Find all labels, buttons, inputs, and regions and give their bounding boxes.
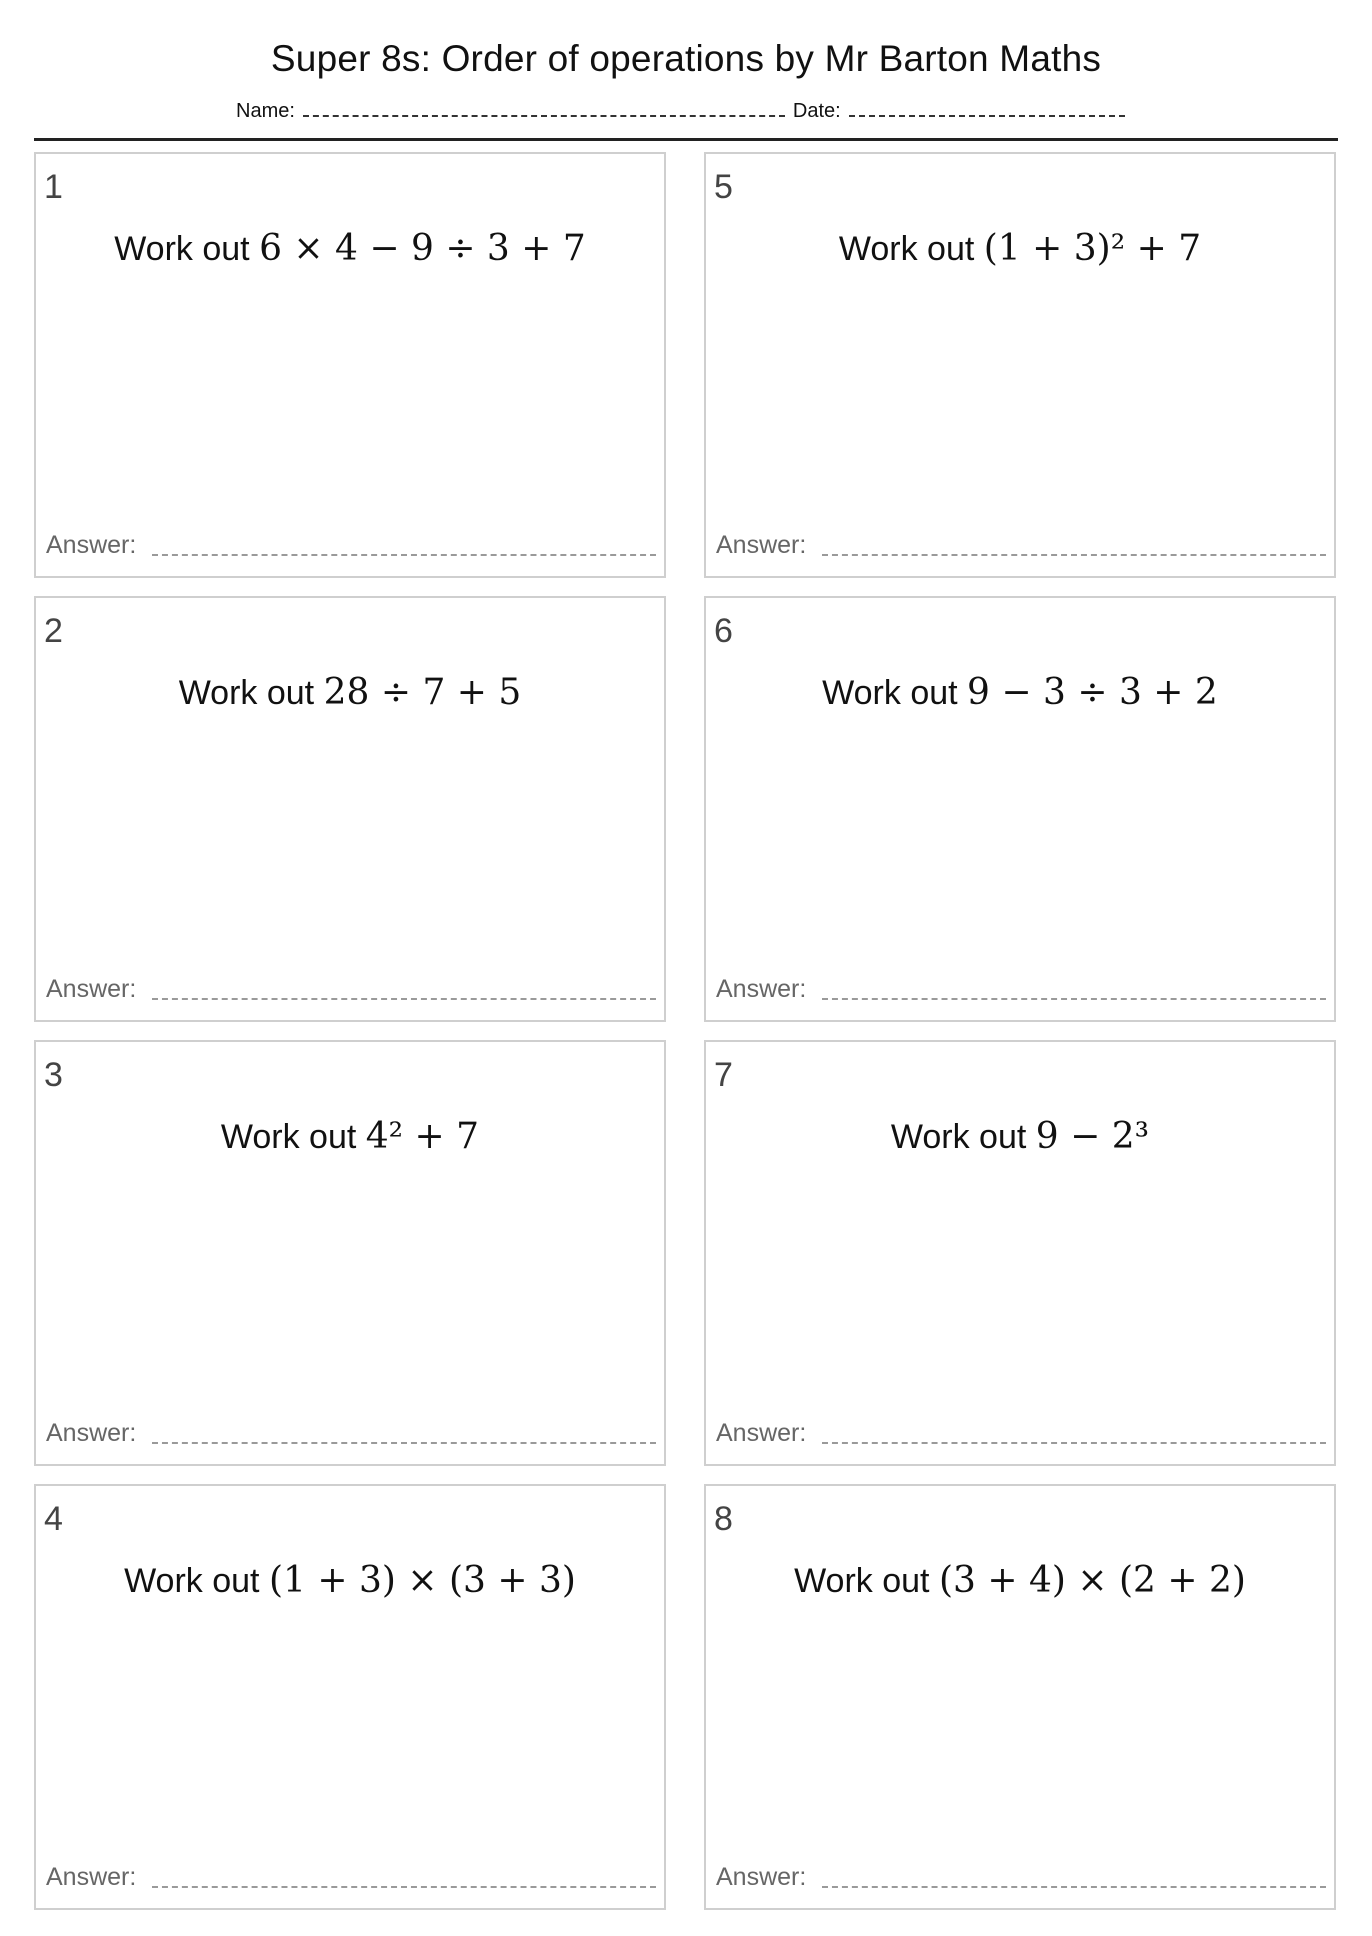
question-lead: Work out	[822, 674, 958, 712]
name-field[interactable]	[303, 101, 785, 117]
answer-line[interactable]	[822, 998, 1326, 1000]
question-card-5	[704, 152, 1336, 578]
answer-row	[716, 975, 1326, 1004]
answer-label: Answer:	[46, 1419, 137, 1447]
answer-line[interactable]	[822, 1442, 1326, 1444]
answer-row	[46, 1863, 656, 1892]
answer-row	[716, 531, 1326, 560]
answer-line[interactable]	[152, 554, 656, 556]
question-number: 1	[44, 168, 63, 206]
question-expression: 9 − 3 ÷ 3 + 2	[967, 672, 1218, 713]
header-divider	[34, 138, 1338, 141]
question-expression: (3 + 4) × (2 + 2)	[938, 1560, 1246, 1601]
name-label: Name:	[236, 100, 295, 122]
answer-label: Answer:	[716, 975, 807, 1003]
answer-line[interactable]	[822, 1886, 1326, 1888]
question-lead: Work out	[890, 1118, 1027, 1156]
question-lead: Work out	[838, 230, 975, 268]
answer-row	[716, 1419, 1326, 1448]
question-number: 6	[714, 612, 733, 650]
question-card-8	[704, 1484, 1336, 1910]
answer-row	[46, 531, 656, 560]
date-field[interactable]	[849, 101, 1125, 117]
answer-label: Answer:	[46, 1863, 137, 1891]
question-expression: (1 + 3) × (3 + 3)	[268, 1560, 576, 1601]
question-lead: Work out	[114, 230, 250, 268]
question-text	[36, 228, 664, 269]
question-expression: 6 × 4 − 9 ÷ 3 + 7	[259, 228, 586, 269]
question-text	[36, 672, 664, 713]
answer-label: Answer:	[46, 975, 137, 1003]
question-card-4	[34, 1484, 666, 1910]
answer-label: Answer:	[46, 531, 137, 559]
date-label: Date:	[792, 100, 841, 122]
answer-row	[46, 1419, 656, 1448]
question-text	[706, 228, 1334, 269]
question-expression: (1 + 3)² + 7	[983, 228, 1202, 269]
question-card-1	[34, 152, 666, 578]
question-expression: 28 ÷ 7 + 5	[323, 672, 522, 713]
question-card-7	[704, 1040, 1336, 1466]
question-number: 8	[714, 1500, 733, 1538]
worksheet-title: Super 8s: Order of operations by Mr Barton Maths	[270, 38, 1102, 79]
question-text	[36, 1560, 664, 1601]
question-expression: 9 − 2³	[1035, 1116, 1150, 1157]
question-card-3	[34, 1040, 666, 1466]
question-text	[706, 672, 1334, 713]
name-date-row	[236, 100, 1133, 123]
question-number: 3	[44, 1056, 63, 1094]
question-text	[36, 1116, 664, 1157]
answer-line[interactable]	[152, 1442, 656, 1444]
question-lead: Work out	[220, 1118, 357, 1156]
question-lead: Work out	[124, 1562, 260, 1600]
question-number: 2	[44, 612, 63, 650]
question-number: 4	[44, 1500, 63, 1538]
answer-label: Answer:	[716, 531, 807, 559]
question-lead: Work out	[178, 674, 315, 712]
answer-label: Answer:	[716, 1419, 807, 1447]
question-text	[706, 1560, 1334, 1601]
answer-label: Answer:	[716, 1863, 807, 1891]
question-number: 5	[714, 168, 733, 206]
question-expression: 4² + 7	[365, 1116, 480, 1157]
question-text	[706, 1116, 1334, 1157]
question-card-6	[704, 596, 1336, 1022]
question-number: 7	[714, 1056, 733, 1094]
answer-line[interactable]	[822, 554, 1326, 556]
answer-row	[46, 975, 656, 1004]
answer-line[interactable]	[152, 1886, 656, 1888]
answer-row	[716, 1863, 1326, 1892]
question-lead: Work out	[794, 1562, 930, 1600]
question-card-2	[34, 596, 666, 1022]
answer-line[interactable]	[152, 998, 656, 1000]
